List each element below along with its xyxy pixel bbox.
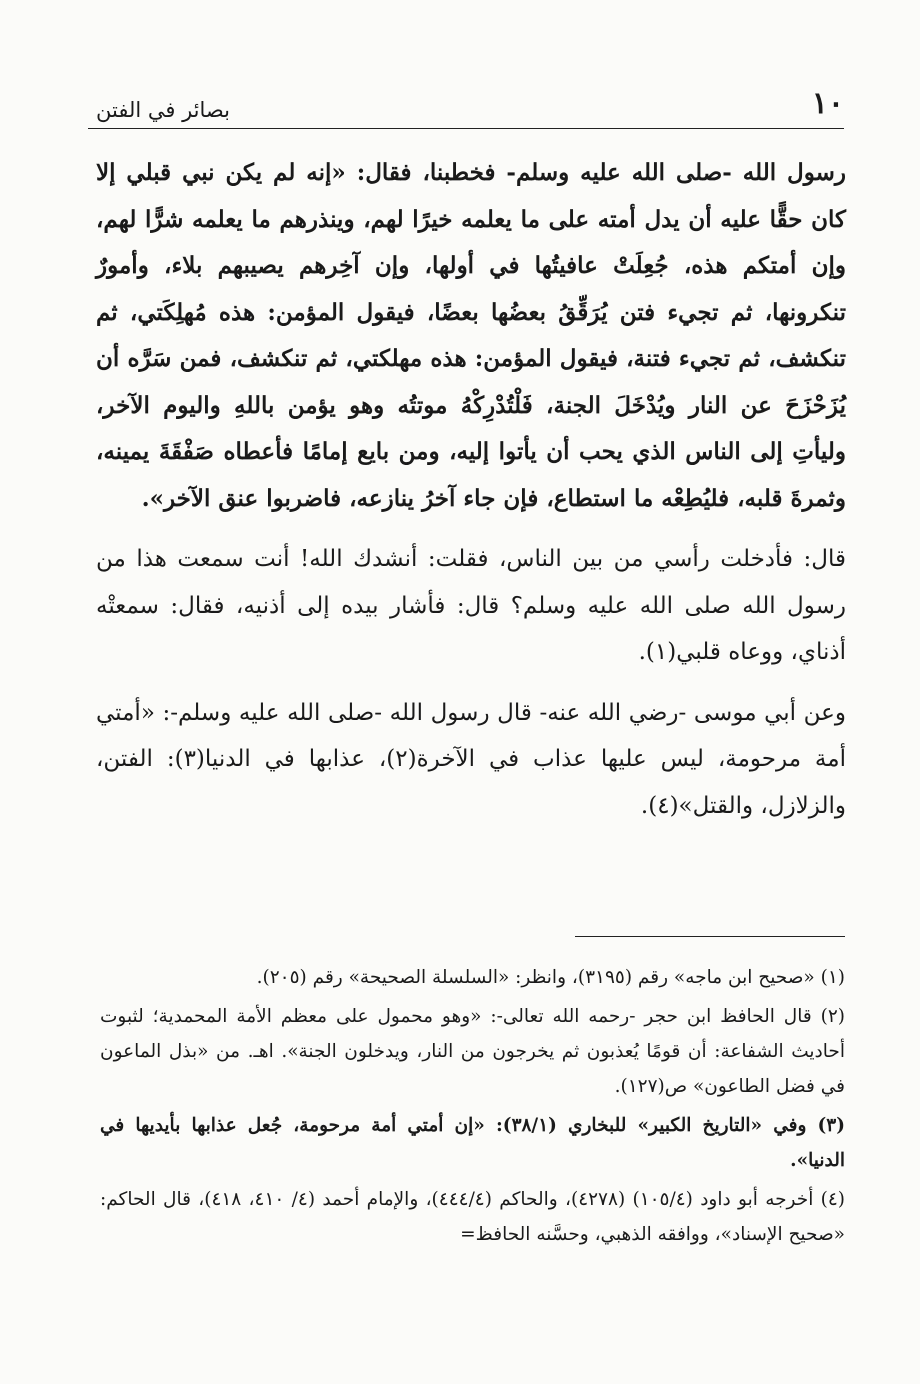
footnote-1: (١) «صحيح ابن ماجه» رقم (٣١٩٥)، وانظر: «السلسلة الصحيحة» رقم (٢٠٥). bbox=[256, 967, 845, 988]
running-title: بصائر في الفتن bbox=[96, 98, 230, 122]
footnote-2: (٢) قال الحافظ ابن حجر -رحمه الله تعالى-: «وهو محمول على معظم الأمة المحمدية؛ لثبوت أحاديث الشفاعة: أن قومًا يُعذبون ثم يخرجون من النار، ويدخلون الجنة». اهـ. من «بذل الماعون في فضل الطاعون» ص(١٢٧). bbox=[100, 1006, 845, 1097]
main-text bbox=[96, 150, 846, 829]
page-number: ١٠ bbox=[811, 86, 844, 121]
footnote-separator bbox=[575, 936, 845, 937]
footnote-4: (٤) أخرجه أبو داود (١٠٥/٤) (٤٢٧٨)، والحاكم (٤٤٤/٤)، والإمام أحمد (٤/ ٤١٠، ٤١٨)، قال الحاكم: «صحيح الإسناد»، ووافقه الذهبي، وحسَّنه الحافظ= bbox=[100, 1189, 846, 1245]
hadith-paragraph: رسول الله -صلى الله عليه وسلم- فخطبنا، فقال: «إنه لم يكن نبي قبلي إلا كان حقًّا عليه أن يدل أمته على ما يعلمه خيرًا لهم، وينذرهم ما يعلمه شرًّا لهم، وإن أمتكم هذه، جُعِلَتْ عافيتُها في أولها، وإن آخِرهم يصيبهم بلاء، وأمورٌ تنكرونها، ثم تجيء فتن يُرَقِّقُ بعضُها بعضًا، فيقول المؤمن: هذه مُهلِكَتي، ثم تنكشف، ثم تجيء فتنة، فيقول المؤمن: هذه مهلكتي، ثم تنكشف، فمن سَرَّه أن يُزَحْزَحَ عن النار ويُدْخَلَ الجنة، فَلْتُدْرِكْهُ موتتُه وهو يؤمن باللهِ واليوم الآخر، وليأتِ إلى الناس الذي يحب أن يأتوا إليه، ومن بايع إمامًا فأعطاه صَفْقَةَ يمينه، وثمرةَ قلبه، فليُطِعْه ما استطاع، فإن جاء آخرُ ينازعه، فاضربوا عنق الآخر». bbox=[96, 159, 846, 512]
footnote-3: (٣) وفي «التاريخ الكبير» للبخاري (٣٨/١): «إن أمتي أمة مرحومة، جُعل عذابها بأيديها في الدنيا». bbox=[100, 1115, 845, 1171]
narration-paragraph: قال: فأدخلت رأسي من بين الناس، فقلت: أنشدك الله! أنت سمعت هذا من رسول الله صلى الله عليه وسلم؟ قال: فأشار بيده إلى أذنيه، فقال: سمعتْه أذناي، ووعاه قلبي(١). bbox=[96, 546, 846, 665]
page-header bbox=[88, 78, 844, 129]
hadith-abu-musa-paragraph: وعن أبي موسى -رضي الله عنه- قال رسول الله -صلى الله عليه وسلم-: «أمتي أمة مرحومة، ليس عليها عذاب في الآخرة(٢)، عذابها في الدنيا(٣): الفتن، والزلازل، والقتل»(٤). bbox=[96, 699, 846, 819]
footnotes bbox=[100, 960, 845, 1256]
